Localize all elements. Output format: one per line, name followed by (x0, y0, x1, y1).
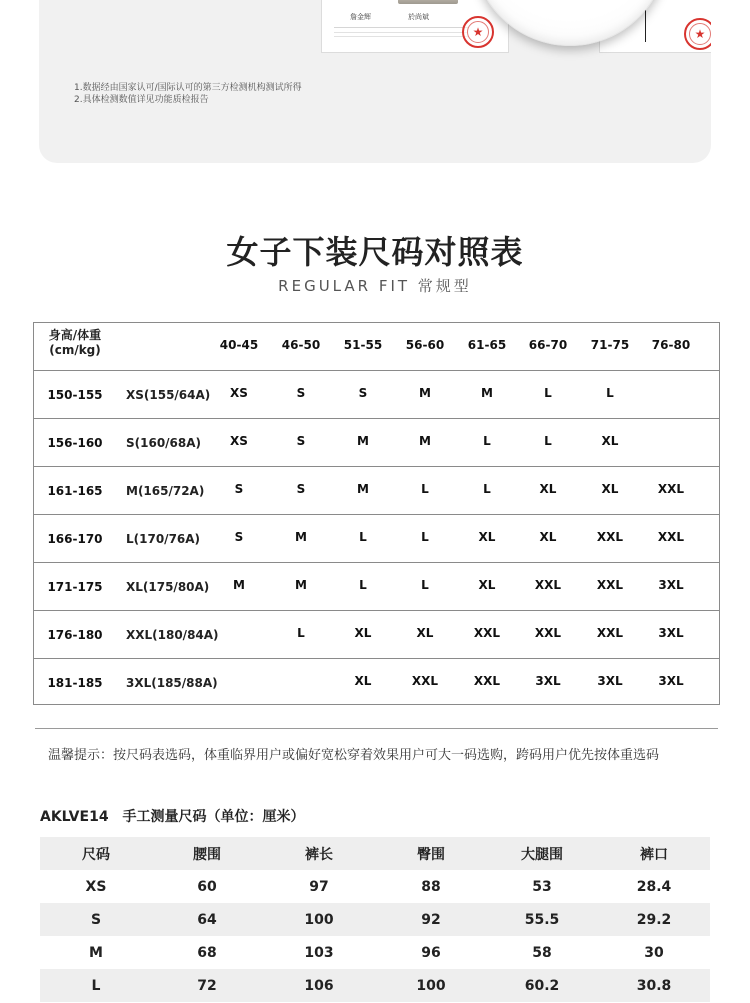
size-cell: XS (230, 386, 248, 400)
size-cell: S (234, 530, 244, 544)
size-label: S(160/68A) (126, 436, 202, 450)
weight-range-header: 51-55 (343, 338, 383, 352)
weight-range-header: 40-45 (219, 338, 259, 352)
divider (35, 728, 718, 729)
height-range: 161-165 (47, 484, 103, 498)
table-cell: 100 (416, 977, 446, 994)
size-cell: S (234, 482, 244, 496)
table-row (34, 418, 719, 466)
size-cell: L (544, 386, 552, 400)
size-cell: M (295, 578, 307, 592)
weight-range-header: 61-65 (467, 338, 507, 352)
size-cell: M (233, 578, 245, 592)
table-cell: 30.8 (636, 977, 672, 994)
size-label: XL(175/80A) (126, 580, 210, 594)
size-cell: XXL (473, 626, 501, 640)
size-cell: M (295, 530, 307, 544)
weight-range-header: 46-50 (281, 338, 321, 352)
size-cell: L (359, 530, 367, 544)
table-row (34, 610, 719, 658)
height-range: 171-175 (47, 580, 103, 594)
page-title: 女子下装尺码对照表 (226, 233, 524, 271)
weight-range-header: 76-80 (651, 338, 691, 352)
table-cell: 53 (532, 878, 552, 895)
size-cell: S (296, 434, 306, 448)
size-cell: XL (478, 578, 496, 592)
size-cell: XXL (534, 578, 562, 592)
size-cell: XL (416, 626, 434, 640)
size-cell: M (357, 482, 369, 496)
size-cell: S (296, 386, 306, 400)
size-cell: XL (601, 482, 619, 496)
size-cell: S (358, 386, 368, 400)
size-label: L(170/76A) (126, 532, 201, 546)
signature: 詹金辉 (350, 13, 371, 21)
table-cell: 60.2 (524, 977, 560, 994)
size-label: XS(155/64A) (126, 388, 211, 402)
weight-range-header: 56-60 (405, 338, 445, 352)
size-cell: 3XL (597, 674, 623, 688)
size-cell: M (357, 434, 369, 448)
size-cell: XXL (411, 674, 439, 688)
size-cell: 3XL (658, 674, 684, 688)
table-cell: 58 (532, 944, 552, 961)
size-cell: XXL (534, 626, 562, 640)
measurement-table (40, 837, 710, 1002)
certificate-notes (74, 82, 302, 106)
size-cell: XXL (473, 674, 501, 688)
table-cell: M (89, 944, 103, 961)
size-cell: 3XL (535, 674, 561, 688)
column-header: 大腿围 (521, 846, 563, 863)
table-cell: 100 (304, 911, 334, 928)
certificate-card (39, 0, 711, 163)
height-range: 176-180 (47, 628, 103, 642)
table-cell: 28.4 (636, 878, 672, 895)
weight-range-header: 71-75 (590, 338, 630, 352)
size-cell: L (483, 482, 491, 496)
table-cell: 106 (304, 977, 334, 994)
height-range: 166-170 (47, 532, 103, 546)
table-cell: 103 (304, 944, 334, 961)
red-seal-icon: ★ (462, 16, 494, 48)
column-header: 尺码 (82, 846, 110, 863)
column-header: 裤口 (640, 846, 668, 863)
column-header: 裤长 (305, 846, 333, 863)
size-cell: XL (354, 626, 372, 640)
size-cell: L (297, 626, 305, 640)
table-cell: 68 (197, 944, 217, 961)
size-cell: XL (539, 482, 557, 496)
size-cell: S (296, 482, 306, 496)
size-cell: XS (230, 434, 248, 448)
table-row (34, 562, 719, 610)
table-row (40, 903, 710, 936)
size-cell: L (421, 482, 429, 496)
table-cell: 97 (309, 878, 329, 895)
size-cell: L (421, 578, 429, 592)
column-header: 腰围 (193, 846, 221, 863)
table-cell: 60 (197, 878, 217, 895)
size-cell: L (483, 434, 491, 448)
table-cell: 72 (197, 977, 217, 994)
height-range: 150-155 (47, 388, 103, 402)
table-cell: 92 (421, 911, 441, 928)
table-cell: 64 (197, 911, 217, 928)
weight-range-header: 66-70 (528, 338, 568, 352)
table-row (40, 969, 710, 1002)
sample-photo (398, 0, 458, 4)
table-cell: 30 (644, 944, 664, 961)
size-cell: M (419, 386, 431, 400)
note-line: 2.具体检测数值详见功能质检报告 (74, 95, 209, 105)
signature: 於尚斌 (408, 13, 429, 21)
size-label: M(165/72A) (126, 484, 205, 498)
size-cell: L (359, 578, 367, 592)
table-header-row (40, 837, 710, 870)
measurement-title: AKLVE14 手工测量尺码（单位：厘米） (40, 809, 305, 825)
size-cell: XXL (657, 530, 685, 544)
size-cell: XL (539, 530, 557, 544)
size-label: XXL(180/84A) (126, 628, 219, 642)
size-cell: 3XL (658, 626, 684, 640)
size-cell: XXL (596, 530, 624, 544)
table-cell: 29.2 (636, 911, 672, 928)
table-cell: L (91, 977, 101, 994)
size-chart-table (33, 322, 720, 705)
size-cell: XL (478, 530, 496, 544)
table-cell: XS (85, 878, 107, 895)
fit-subtitle: REGULAR FIT 常规型 (278, 277, 472, 295)
height-range: 181-185 (47, 676, 103, 690)
size-cell: XXL (657, 482, 685, 496)
height-weight-header: 身高/体重 (cm/kg) (48, 328, 102, 357)
size-cell: L (544, 434, 552, 448)
size-chart-header (34, 323, 719, 371)
height-range: 156-160 (47, 436, 103, 450)
size-cell: M (419, 434, 431, 448)
table-cell: 88 (421, 878, 441, 895)
note-line: 1.数据经由国家认可/国际认可的第三方检测机构测试所得 (74, 83, 302, 93)
size-cell: 3XL (658, 578, 684, 592)
size-cell: M (481, 386, 493, 400)
column-header: 臀围 (417, 846, 445, 863)
table-row (34, 370, 719, 418)
size-cell: L (421, 530, 429, 544)
fine-print (334, 27, 468, 41)
table-row (40, 936, 710, 969)
table-cell: 96 (421, 944, 441, 961)
size-label: 3XL(185/88A) (126, 676, 218, 690)
size-tip: 温馨提示：按尺码表选码，体重临界用户或偏好宽松穿着效果用户可大一码选购，跨码用户优先按体重选码 (48, 748, 660, 763)
table-cell: S (90, 911, 102, 928)
table-row (40, 870, 710, 903)
table-row (34, 466, 719, 514)
red-seal-icon: ★ (684, 18, 711, 50)
size-cell: XXL (596, 578, 624, 592)
certificate-document (321, 0, 509, 53)
size-cell: XXL (596, 626, 624, 640)
size-cell: XL (354, 674, 372, 688)
table-cell: 55.5 (524, 911, 560, 928)
table-row (34, 658, 719, 706)
size-cell: XL (601, 434, 619, 448)
size-cell: L (606, 386, 614, 400)
table-row (34, 514, 719, 562)
